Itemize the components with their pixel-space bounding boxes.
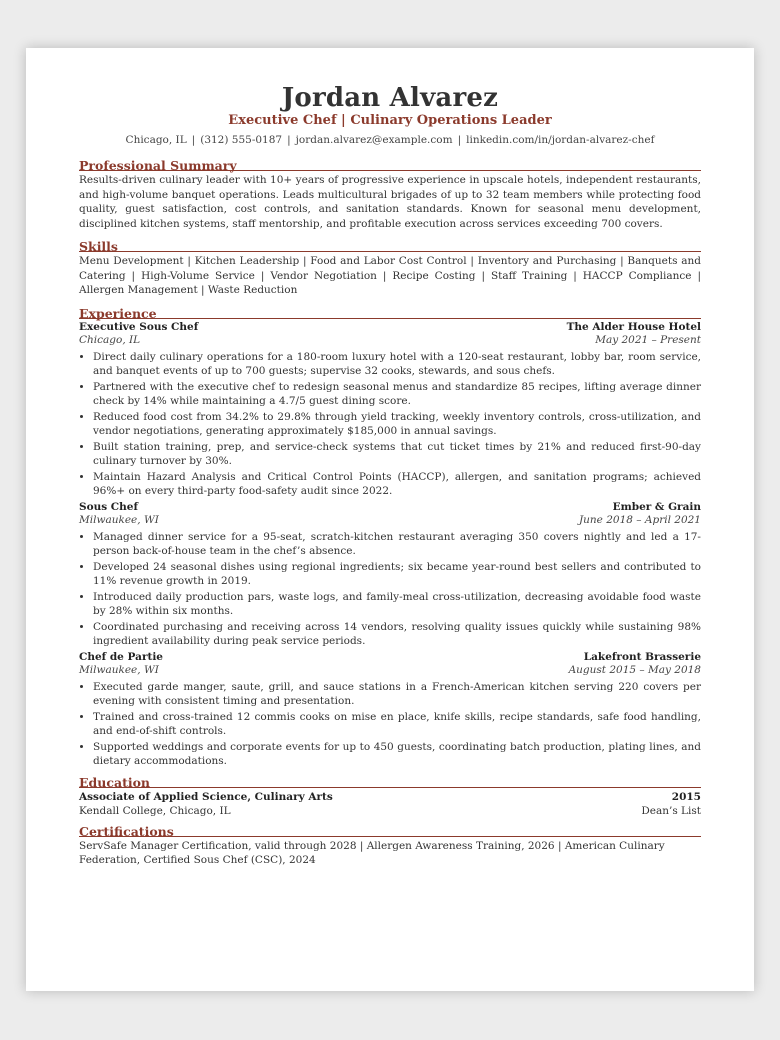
job-bullet: • Maintain Hazard Analysis and Critical Control Points (HACCP), allergen, and sanitation programs; achieved 96%+ on every third-party food-safety audit since 2022. (93, 470, 701, 499)
section-experience (79, 305, 701, 769)
job-bullet: • Developed 24 seasonal dishes using regional ingredients; six became year-round best sellers and contributed to 11% revenue growth in 2019. (93, 560, 701, 589)
certifications-text: ServSafe Manager Certification, valid through 2028 | Allergen Awareness Training, 2026 | American Culinary Federation, Certified Sous Chef (CSC), 2024 (79, 839, 665, 866)
job-location: Milwaukee, WI (79, 664, 159, 676)
job-bullet: • Trained and cross-trained 12 commis cooks on mise en place, knife skills, recipe standards, safe food handling, and end-of-shift controls. (93, 710, 701, 739)
section-title-certifications: Certifications (79, 826, 701, 837)
education-subheader (79, 804, 701, 818)
job-bullet: • Direct daily culinary operations for a 180-room luxury hotel with a 120-seat restaurant, lobby bar, room service, and banquet events of up to 700 guests; supervise 32 cooks, stewards, and sous chefs. (93, 350, 701, 379)
job-location: Milwaukee, WI (79, 514, 159, 526)
job-subheader (79, 664, 701, 678)
skills-text: Menu Development | Kitchen Leadership | Food and Labor Cost Control | Inventory and Purchasing | Banquets and Catering | High-Volume Service | Vendor Negotiation | Recipe Costing | Staff Training | HACCP Compliance | Allergen Management | Waste Reduction (79, 255, 701, 296)
section-certifications (79, 823, 701, 868)
job-bullet: • Executed garde manger, saute, grill, and sauce stations in a French-American kitchen serving 220 covers per evening with consistent timing and presentation. (93, 680, 701, 709)
job-header (79, 651, 701, 665)
job-entry (79, 321, 701, 499)
section-summary (79, 160, 701, 231)
job-company: Ember & Grain (612, 500, 701, 513)
job-bullet: • Built station training, prep, and service-check systems that cut ticket times by 21% and reduced first-90-day culinary turnover by 30%. (93, 440, 701, 469)
summary-text: Results-driven culinary leader with 10+ years of progressive experience in upscale hotels, independent restaurants, and high-volume banquet operations. Leads multicultural brigades of up to 32 team members while protecting food quality, guest satisfaction, cost controls, and sanitation standards. Known for seasonal menu development, disciplined kitchen systems, staff mentorship, and profitable execution across services exceeding 700 covers. (79, 174, 701, 230)
contact-separator: | (191, 134, 196, 146)
education-year: 2015 (671, 790, 701, 803)
education-degree: Associate of Applied Science, Culinary Arts (79, 790, 333, 803)
job-bullets (79, 530, 701, 649)
job-dates: May 2021 – Present (595, 334, 701, 346)
job-dates: June 2018 – April 2021 (578, 514, 701, 526)
section-title-summary: Professional Summary (79, 160, 701, 171)
job-title: Sous Chef (79, 500, 138, 513)
contact-separator: | (457, 134, 462, 146)
job-bullets (79, 350, 701, 499)
job-subheader (79, 514, 701, 528)
education-header (79, 790, 701, 804)
job-title: Executive Sous Chef (79, 320, 199, 333)
candidate-headline: Executive Chef | Culinary Operations Leader (228, 113, 552, 128)
contact-separator: | (287, 134, 291, 146)
section-skills (79, 241, 701, 298)
section-title-education: Education (79, 777, 701, 788)
job-bullet: • Managed dinner service for a 95-seat, scratch-kitchen restaurant averaging 350 covers nightly and led a 17-person back-of-house team in the chef’s absence. (93, 530, 701, 559)
job-bullet: • Partnered with the executive chef to redesign seasonal menus and standardize 85 recipes, lifting average dinner check by 14% while maintaining a 4.7/5 guest dining score. (93, 380, 701, 409)
job-entry (79, 651, 701, 769)
section-title-experience: Experience (79, 308, 701, 319)
job-bullet: • Supported weddings and corporate events for up to 450 guests, coordinating batch production, plating lines, and dietary accommodations. (93, 740, 701, 769)
candidate-name: Jordan Alvarez (281, 83, 499, 113)
job-company: Lakefront Brasserie (583, 650, 701, 663)
job-bullets (79, 680, 701, 769)
contact-line (79, 133, 701, 147)
job-header (79, 501, 701, 515)
contact-email[interactable]: jordan.alvarez@example.com (295, 134, 453, 146)
resume-page (26, 48, 754, 991)
job-entry (79, 501, 701, 649)
job-location: Chicago, IL (79, 334, 141, 346)
job-bullet: • Introduced daily production pars, waste logs, and family-meal cross-utilization, decreasing avoidable food waste by 28% within six months. (93, 590, 701, 619)
job-subheader (79, 334, 701, 348)
job-bullet: • Reduced food cost from 34.2% to 29.8% through yield tracking, weekly inventory controls, cross-utilization, and vendor negotiations, generating approximately $185,000 in annual savings. (93, 410, 701, 439)
job-bullet: • Coordinated purchasing and receiving across 14 vendors, resolving quality issues quickly while sustaining 98% ingredient availability during peak service periods. (93, 620, 701, 649)
contact-linkedin[interactable]: linkedin.com/in/jordan-alvarez-chef (466, 134, 655, 146)
job-header (79, 321, 701, 335)
resume-content (79, 84, 701, 868)
education-school: Kendall College, Chicago, IL (79, 804, 231, 817)
contact-phone: (312) 555-0187 (200, 134, 283, 146)
education-honor: Dean’s List (641, 804, 701, 817)
job-title: Chef de Partie (79, 650, 163, 663)
job-dates: August 2015 – May 2018 (568, 664, 701, 676)
job-company: The Alder House Hotel (566, 320, 701, 333)
contact-location: Chicago, IL (125, 134, 187, 146)
section-education (79, 774, 701, 818)
section-title-skills: Skills (79, 241, 701, 252)
